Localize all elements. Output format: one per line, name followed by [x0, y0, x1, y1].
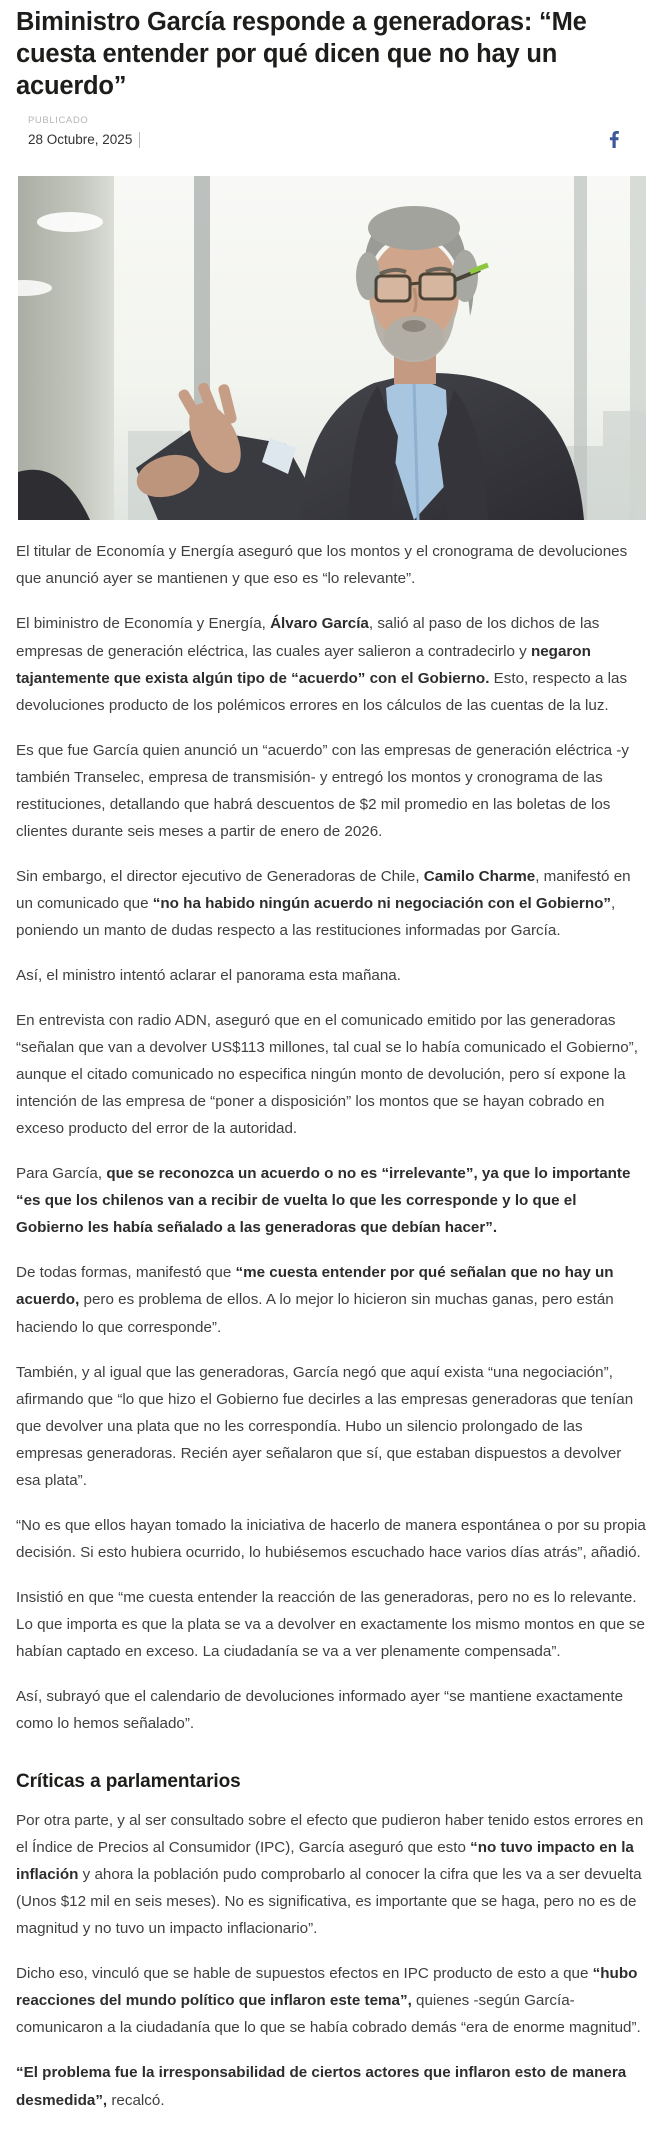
text-segment: Críticas a parlamentarios [16, 1771, 241, 1793]
text-segment: pero es problema de ellos. A lo mejor lo hicieron sin muchas ganas, pero están haciendo lo que corresponde”. [16, 1291, 614, 1336]
section-heading [16, 1771, 648, 1793]
text-segment: “no ha habido ningún acuerdo ni negociación con el Gobierno” [152, 894, 611, 912]
article-paragraph [16, 1359, 648, 1494]
text-segment: recalcó. [107, 2091, 165, 2109]
text-segment: “No es que ellos hayan tomado la iniciativa de hacerlo de manera espontánea o por su propia decisión. Si esto hubiera ocurrido, lo hubiésemos escuchado hace varios días atrás”, añadió. [16, 1516, 646, 1561]
article-paragraph [16, 1584, 648, 1665]
text-segment: Es que fue García quien anunció un “acuerdo” con las empresas de generación eléctrica -y también Transelec, empresa de transmisión- y entregó los montos y cronograma de las restituciones, detallando que habrá descuentos de $2 mil promedio en las boletas de los clientes durante seis meses a partir de enero de 2026. [16, 741, 629, 840]
text-segment: Así, subrayó que el calendario de devoluciones informado ayer “se mantiene exactamente como lo hemos señalado”. [16, 1688, 624, 1733]
article-paragraph [16, 1259, 648, 1340]
text-segment: Álvaro García [270, 615, 369, 633]
text-segment: , manifestó en un comunicado que [16, 867, 631, 912]
article-paragraph [16, 863, 648, 944]
text-segment: El biministro de Economía y Energía, [16, 615, 271, 633]
article-paragraph [16, 610, 648, 718]
publish-info [28, 115, 140, 148]
article-paragraph [16, 962, 648, 989]
date-separator [139, 132, 140, 148]
article-meta [16, 115, 648, 148]
text-segment: , salió al paso de los dichos de las empresas de generación eléctrica, las cuales ayer salieron a contradecirlo y [16, 615, 600, 660]
text-segment: Camilo Charme [423, 867, 536, 885]
article-photo [18, 176, 646, 520]
text-segment: El titular de Economía y Energía aseguró que los montos y el cronograma de devoluciones que anunció ayer se mantienen y que eso es “lo relevante”. [16, 543, 628, 588]
text-segment: Esto, respecto a las devoluciones producto de los polémicos errores en los cálculos de las cuentas de la luz. [16, 669, 628, 714]
text-segment: Sin embargo, el director ejecutivo de Generadoras de Chile, [16, 867, 424, 885]
article-paragraph [16, 1512, 648, 1566]
article-paragraph [16, 1807, 648, 1942]
publish-date-line [28, 130, 140, 148]
text-segment: Insistió en que “me cuesta entender la reacción de las generadoras, pero no es lo relevante. Lo que importa es que la plata se va a devolver en exactamente los mismo montos en que se habían captado en exceso. La ciudadanía se va a ver plenamente compensada”. [16, 1588, 645, 1660]
text-segment: Para García, [16, 1165, 107, 1183]
article-paragraph [16, 1960, 648, 2041]
article-paragraph [16, 1160, 648, 1241]
text-segment: “El problema fue la irresponsabilidad de ciertos actores que inflaron esto de manera desmedida”, [16, 2064, 627, 2109]
facebook-f-icon [608, 136, 620, 151]
article-title: Biministro García responde a generadoras: “Me cuesta entender por qué dicen que no hay un acuerdo” [16, 8, 587, 101]
text-segment: En entrevista con radio ADN, aseguró que en el comunicado emitido por las generadoras “señalan que van a devolver US$113 millones, tal cual se lo había comunicado el Gobierno”, aunque el citado comunicado no especifica ningún monto de devolución, pero sí expone la intención de las empresa de “poner a disposición” los montos que se hayan cobrado en exceso producto del error de la autoridad. [16, 1012, 638, 1138]
text-segment: “no tuvo impacto en la inflación [16, 1839, 634, 1884]
published-label: PUBLICADO [28, 115, 89, 127]
text-segment: Dicho eso, vinculó que se hable de supuestos efectos en IPC producto de esto a que [16, 1965, 593, 1983]
text-segment: quienes -según García- comunicaron a la ciudadanía que lo que se había cobrado demás “era de enorme magnitud”. [16, 1992, 641, 2037]
article-paragraph [16, 737, 648, 845]
article-paragraph [16, 1007, 648, 1142]
text-segment: También, y al igual que las generadoras, García negó que aquí exista “una negociación”, afirmando que “lo que hizo el Gobierno fue decirles a las empresas generadoras que tenían que devolver una plata que no les correspondía. Hubo un silencio prolongado de las empresas generadoras. Recién ayer señalaron que sí, que estaban dispuestos a devolver esa plata”. [16, 1363, 634, 1489]
article-paragraph [16, 2059, 648, 2113]
text-segment: que se reconozca un acuerdo o no es “irrelevante”, ya que lo importante “es que los chilenos van a recibir de vuelta lo que les corresponde y lo que el Gobierno les había señalado a las generadoras que debían hacer”. [16, 1165, 631, 1237]
article-paragraph [16, 538, 648, 592]
facebook-share-button[interactable] [608, 129, 648, 148]
article-body [16, 538, 648, 2113]
text-segment: “hubo reacciones del mundo político que inflaron este tema”, [16, 1965, 638, 2010]
text-segment: Así, el ministro intentó aclarar el panorama esta mañana. [16, 966, 401, 984]
text-segment: Por otra parte, y al ser consultado sobre el efecto que pudieron haber tenido estos errores en el Índice de Precios al Consumidor (IPC), García aseguró que esto [16, 1812, 644, 1857]
text-segment: , poniendo un manto de dudas respecto a las restituciones informadas por García. [16, 894, 616, 939]
text-segment: De todas formas, manifestó que [16, 1264, 236, 1282]
text-segment: “me cuesta entender por qué señalan que no hay un acuerdo, [16, 1264, 614, 1309]
article-paragraph [16, 1683, 648, 1737]
text-segment: y ahora la población pudo comprobarlo al conocer la cifra que les va a ser devuelta (Unos $12 mil en seis meses). No es significativa, es importante que se haga, pero no es de magnitud y no tuvo un impacto inflacionario”. [16, 1866, 642, 1938]
text-segment: negaron tajantemente que exista algún tipo de “acuerdo” con el Gobierno. [16, 642, 591, 687]
publish-date: 28 Octubre, 2025 [28, 131, 133, 147]
